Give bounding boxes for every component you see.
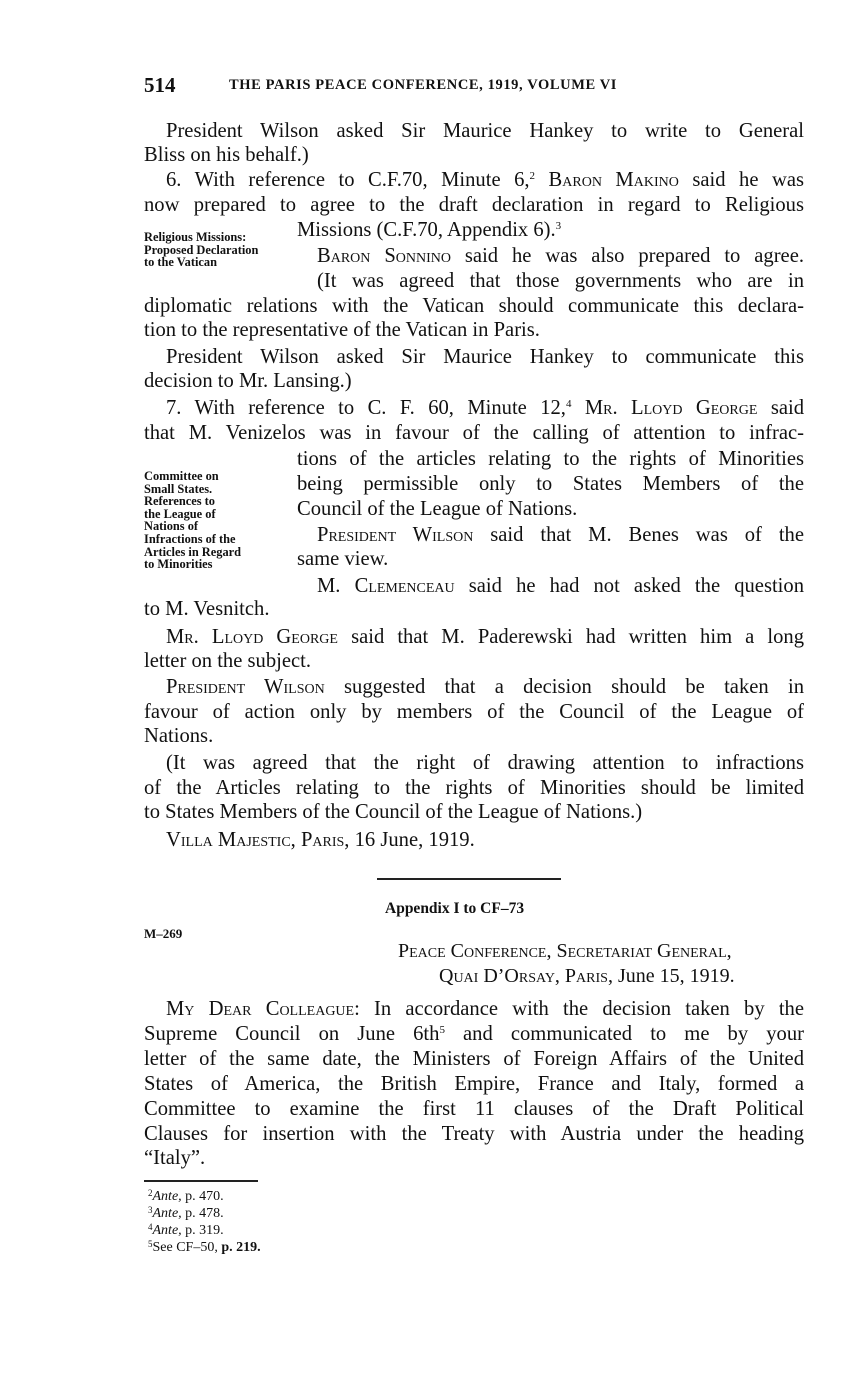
body-line: President Wilson suggested that a decision should be taken in <box>166 676 804 698</box>
body-line: now prepared to agree to the draft declaration in regard to Religious <box>144 194 804 216</box>
body-line: Mr. Lloyd George said that M. Paderewski had written him a long <box>166 626 805 648</box>
body-line: Bliss on his behalf.) <box>144 144 309 166</box>
body-line: favour of action only by members of the Council of the League of <box>144 701 804 723</box>
body-line: to States Members of the Council of the League of Nations.) <box>144 801 643 823</box>
body-line: to M. Vesnitch. <box>144 598 270 620</box>
letter-address: Quai D’Orsay, Paris, June 15, 1919. <box>439 965 735 987</box>
side-note-religious-missions: Religious Missions: Proposed Declaration to the Vatican <box>144 230 259 270</box>
footnote: $^5$See CF–50, p. 219. <box>148 1239 261 1255</box>
page-number: 514 <box>144 73 176 97</box>
body-line: 7. With reference to C. F. 60, Minute 12,$^4$ Mr. Lloyd George said <box>166 397 804 419</box>
body-line: Missions (C.F.70, Appendix 6).$^3$ <box>297 219 562 241</box>
body-line: M. Clemenceau said he had not asked the question <box>317 575 805 597</box>
body-line: President Wilson said that M. Benes was of the <box>317 524 804 546</box>
speaker-name: M. Clemenceau <box>317 575 455 597</box>
document-id: M–269 <box>144 926 183 941</box>
letter-line: Supreme Council on June $6th^5$ and communicated to me by your <box>144 1023 804 1045</box>
letter-line: States of America, the British Empire, France and Italy, formed a <box>144 1073 804 1095</box>
place-date-line: Villa Majestic, Paris, 16 June, 1919. <box>166 829 475 851</box>
footnote-ref: 5 <box>439 1024 445 1036</box>
body-line: Baron Sonnino said he was also prepared to agree. <box>317 245 804 267</box>
body-line: decision to Mr. Lansing.) <box>144 370 352 392</box>
footnote-ref: 2 <box>529 170 536 182</box>
letter-line: Committee to examine the first 11 clauses of the Draft Political <box>144 1098 804 1120</box>
salutation: My Dear Colleague: <box>166 998 360 1020</box>
body-line: (It was agreed that those governments who are in <box>317 270 804 292</box>
letter-line: My Dear Colleague: In accordance with the decision taken by the <box>166 998 804 1020</box>
body-line: diplomatic relations with the Vatican should communicate this declara- <box>144 295 804 317</box>
appendix-title: Appendix I to CF–73 <box>385 900 525 917</box>
letter-line: Clauses for insertion with the Treaty with Austria under the heading <box>144 1123 804 1145</box>
body-line: tion to the representative of the Vatican in Paris. <box>144 319 540 341</box>
running-title: THE PARIS PEACE CONFERENCE, 1919, VOLUME VI <box>229 77 618 93</box>
footnote: $^4$Ante, p. 319. <box>148 1222 224 1238</box>
body-line: (It was agreed that the right of drawing attention to infractions <box>166 752 804 774</box>
section-divider <box>377 878 561 880</box>
footnote: $^3$Ante, p. 478. <box>148 1205 224 1221</box>
letter-address: Peace Conference, Secretariat General, <box>398 940 732 962</box>
footnote-ref: 3 <box>555 220 562 232</box>
body-line: that M. Venizelos was in favour of the calling of attention to infrac- <box>144 422 804 444</box>
body-line: President Wilson asked Sir Maurice Hankey to write to General <box>166 120 804 142</box>
footnote: $^2$Ante, p. 470. <box>148 1188 224 1204</box>
body-line: same view. <box>297 548 389 570</box>
speaker-name: Mr. Lloyd George <box>584 397 758 419</box>
body-line: President Wilson asked Sir Maurice Hankey to communicate this <box>166 346 804 368</box>
letter-line: “Italy”. <box>144 1147 206 1169</box>
side-note-minorities: Committee on Small States. References to the League of Nations of Infractions of the Articles in Regard to Minorities <box>144 469 242 572</box>
footnote-divider <box>144 1180 258 1182</box>
speaker-name: Baron Sonnino <box>317 245 451 267</box>
body-line: of the Articles relating to the rights of Minorities should be limited <box>144 777 804 799</box>
body-line: letter on the subject. <box>144 650 311 672</box>
speaker-name: President Wilson <box>317 524 474 546</box>
speaker-name: Baron Makino <box>548 169 679 191</box>
letter-line: letter of the same date, the Ministers of Foreign Affairs of the United <box>144 1048 804 1070</box>
speaker-name: Mr. Lloyd George <box>166 626 338 648</box>
body-line: Nations. <box>144 725 214 747</box>
body-line: Council of the League of Nations. <box>297 498 578 520</box>
speaker-name: President Wilson <box>166 676 325 698</box>
body-line: tions of the articles relating to the rights of Minorities <box>297 448 804 470</box>
body-line: being permissible only to States Members of the <box>297 473 804 495</box>
body-line: 6. With reference to C.F.70, Minute 6,$^2$ Baron Makino said he was <box>166 169 804 191</box>
footnote-ref: 4 <box>565 398 572 410</box>
